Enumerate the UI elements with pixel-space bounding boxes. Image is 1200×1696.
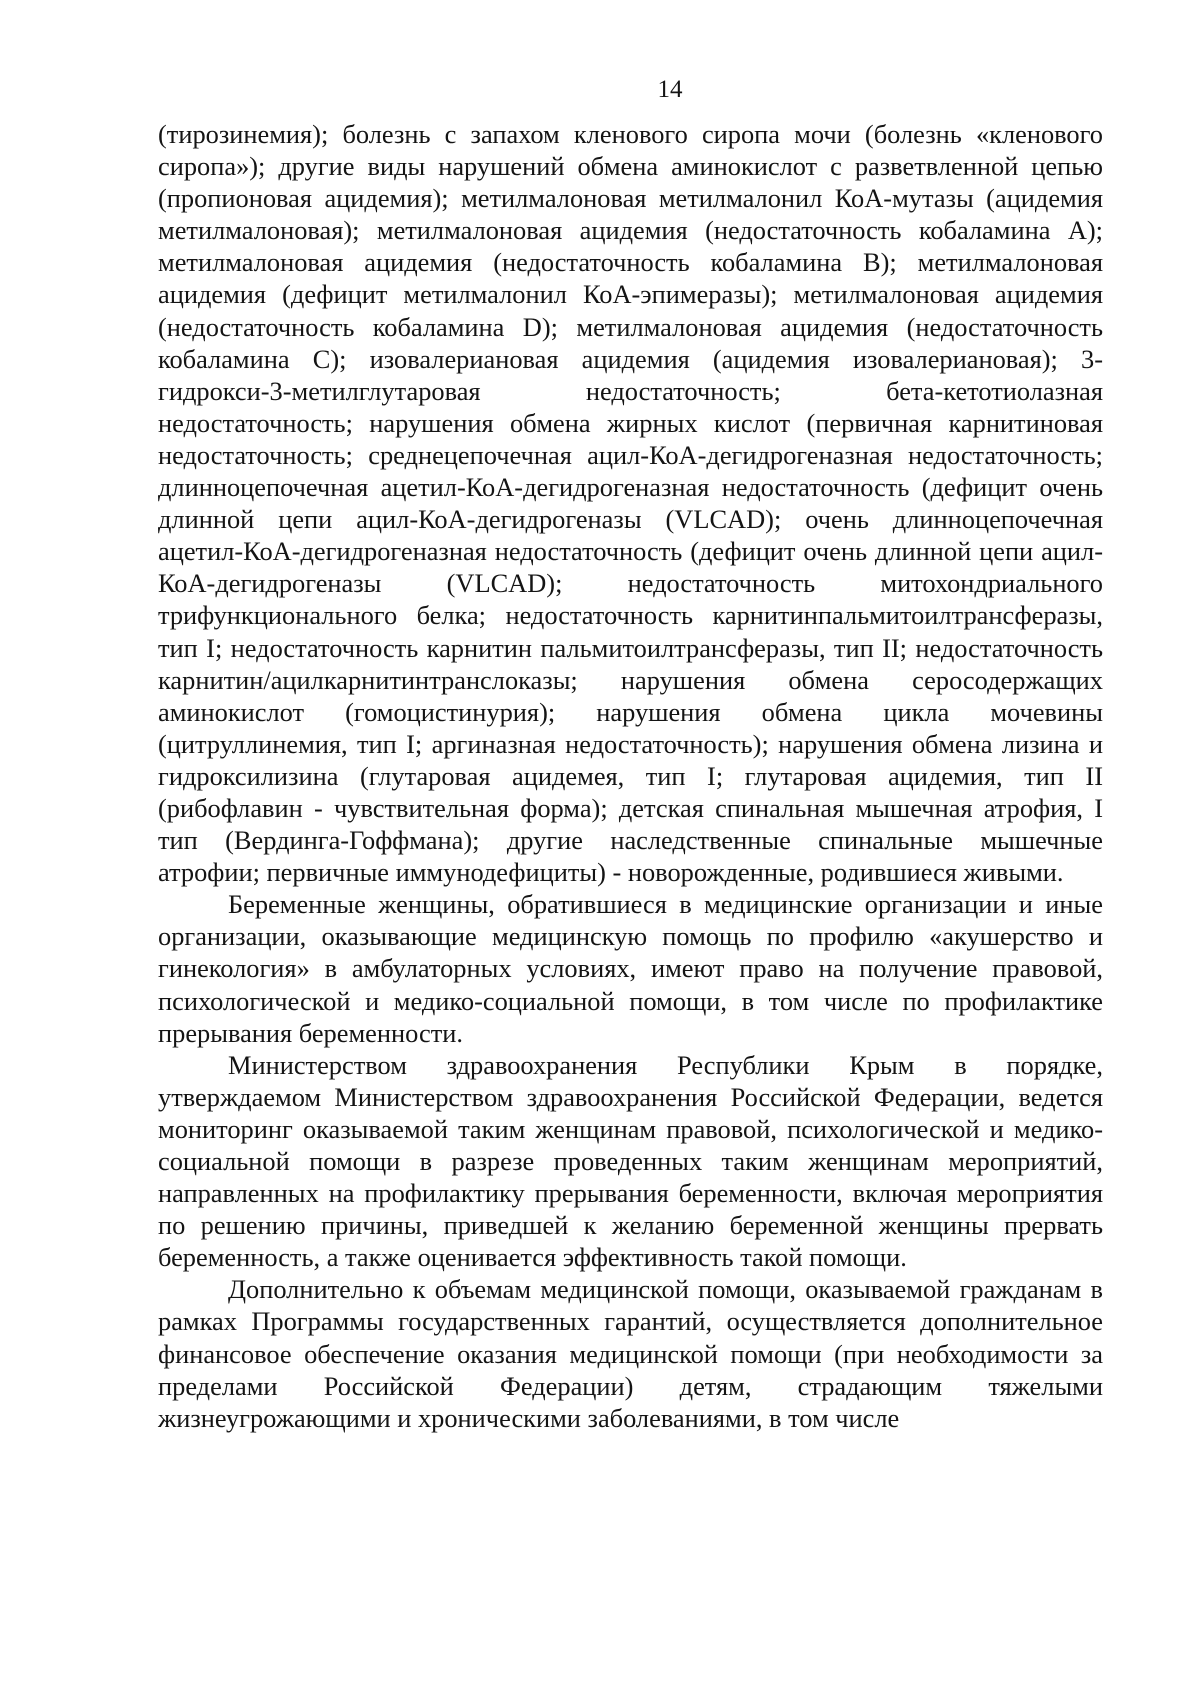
paragraph-additional-financing: Дополнительно к объемам медицинской помощи, оказываемой гражданам в рамках Программы государственных гарантий, осуществляется дополнительное финансовое обеспечение оказания медицинской помощи (при необходимости за пределами Российской Федерации) детям, страдающим тяжелыми жизнеугрожающими и хроническими заболеваниями, в том числе (158, 1274, 1103, 1433)
page-number: 14 (657, 76, 683, 103)
paragraph-pregnant-women-help: Беременные женщины, обратившиеся в медицинские организации и иные организации, оказывающие медицинскую помощь по профилю «акушерство и гинекология» в амбулаторных условиях, имеют право на получение правовой, психологической и медико-социальной помощи, в том числе по профилактике прерывания беременности. (158, 889, 1103, 1048)
paragraph-ministry-monitoring: Министерством здравоохранения Республики Крым в порядке, утверждаемом Министерством здравоохранения Российской Федерации, ведется мониторинг оказываемой таким женщинам правовой, психологической и медико-социальной помощи в разрезе проведенных таким женщинам мероприятий, направленных на профилактику прерывания беременности, включая мероприятия по решению причины, приведшей к желанию беременной женщины прервать беременность, а также оценивается эффективность такой помощи. (158, 1049, 1103, 1273)
paragraph-disease-list: (тирозинемия); болезнь с запахом кленового сиропа мочи (болезнь «кленового сиропа»); другие виды нарушений обмена аминокислот с разветвленной цепью (пропионовая ацидемия); метилмалоновая метилмалонил КоА-мутазы (ацидемия метилмалоновая); метилмалоновая ацидемия (недостаточность кобаламина A); метилмалоновая ацидемия (недостаточность кобаламина B); метилмалоновая ацидемия (дефицит метилмалонил КоА-эпимеразы); метилмалоновая ацидемия (недостаточность кобаламина D); метилмалоновая ацидемия (недостаточность кобаламина C); изовалериановая ацидемия (ацидемия изовалериановая); 3-гидрокси-3-метилглутаровая недостаточность; бета-кетотиолазная недостаточность; нарушения обмена жирных кислот (первичная карнитиновая недостаточность; среднецепочечная ацил-КоА-дегидрогеназная недостаточность; длинноцепочечная ацетил-КоА-дегидрогеназная недостаточность (дефицит очень длинной цепи ацил-КоА-дегидрогеназы (VLCAD); очень длинноцепочечная ацетил-КоА-дегидрогеназная недостаточность (дефицит очень длинной цепи ацил-КоА-дегидрогеназы (VLCAD); недостаточность митохондриального трифункционального белка; недостаточность карнитинпальмитоилтрансферазы, тип I; недостаточность карнитин пальмитоилтрансферазы, тип II; недостаточность карнитин/ацилкарнитинтранслоказы; нарушения обмена серосодержащих аминокислот (гомоцистинурия); нарушения обмена цикла мочевины (цитруллинемия, тип I; аргиназная недостаточность); нарушения обмена лизина и гидроксилизина (глутаровая ацидемея, тип I; глутаровая ацидемия, тип II (рибофлавин - чувствительная форма); детская спинальная мышечная атрофия, I тип (Вердинга-Гоффмана); другие наследственные спинальные мышечные атрофии; первичные иммунодефициты) - новорожденные, родившиеся живыми. (158, 119, 1103, 888)
body-text (158, 118, 1103, 1434)
